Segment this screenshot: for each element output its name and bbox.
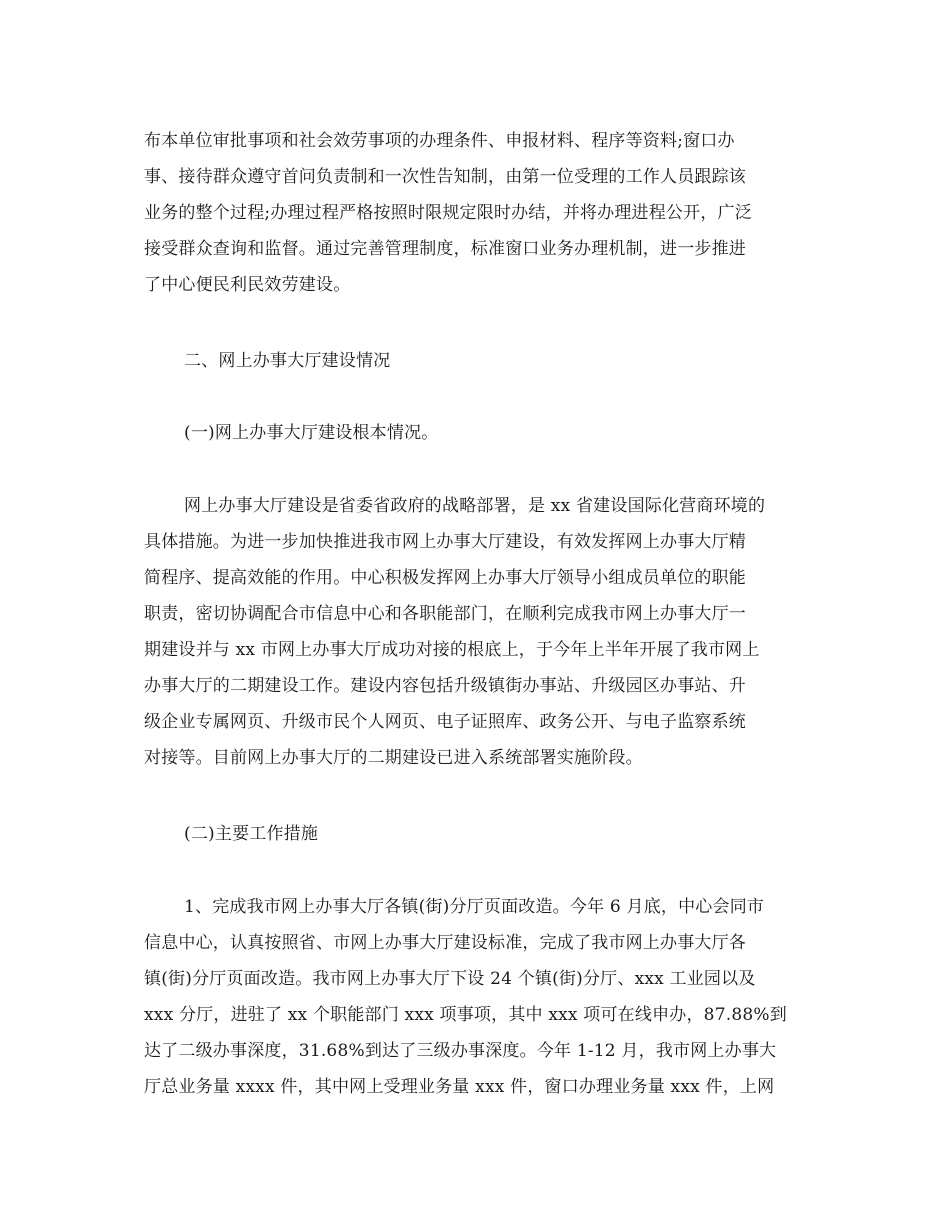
section-heading: 二、网上办事大厅建设情况 [184,351,391,371]
subsection-heading: (一)网上办事大厅建设根本情况。 [184,423,439,443]
body-text-line: 厅总业务量 xxxx 件，其中网上受理业务量 xxx 件，窗口办理业务量 xxx 件，上网 [144,1077,775,1097]
body-text-line: 具体措施。为进一步加快推进我市网上办事大厅建设，有效发挥网上办事大厅精 [144,532,746,552]
body-text-line: 了中心便民利民效劳建设。 [144,275,351,295]
body-text-line: 对接等。目前网上办事大厅的二期建设已进入系统部署实施阶段。 [144,748,643,768]
body-text-line: 事、接待群众遵守首问负责制和一次性告知制，由第一位受理的工作人员跟踪该 [144,167,746,187]
body-text-line: 接受群众查询和监督。通过完善管理制度，标准窗口业务办理机制，进一步推进 [144,239,746,259]
body-text-line: 镇(街)分厅页面改造。我市网上办事大厅下设 24 个镇(街)分厅、xxx 工业园以及 [144,969,756,989]
body-text-line: 信息中心，认真按照省、市网上办事大厅建设标准，完成了我市网上办事大厅各 [144,933,746,953]
subsection-heading: (二)主要工作措施 [184,824,319,844]
body-text-line: 达了二级办事深度，31.68%到达了三级办事深度。今年 1-12 月，我市网上办事大 [144,1041,777,1061]
body-text-line: 布本单位审批事项和社会效劳事项的办理条件、申报材料、程序等资料;窗口办 [144,131,735,151]
body-text-line: 级企业专属网页、升级市民个人网页、电子证照库、政务公开、与电子监察系统 [144,712,746,732]
body-text-line: 业务的整个过程;办理过程严格按照时限规定限时办结，并将办理进程公开，广泛 [144,203,752,223]
body-text-line: 期建设并与 xx 市网上办事大厅成功对接的根底上，于今年上半年开展了我市网上 [144,640,760,660]
body-text-line: xxx 分厅，进驻了 xx 个职能部门 xxx 项事项，其中 xxx 项可在线申办，87.88%到 [144,1005,787,1025]
body-text-line: 简程序、提高效能的作用。中心积极发挥网上办事大厅领导小组成员单位的职能 [144,568,746,588]
body-text-line: 网上办事大厅建设是省委省政府的战略部署，是 xx 省建设国际化营商环境的 [184,496,766,516]
body-text-line: 办事大厅的二期建设工作。建设内容包括升级镇街办事站、升级园区办事站、升 [144,676,746,696]
body-text-line: 1、完成我市网上办事大厅各镇(街)分厅页面改造。今年 6 月底，中心会同市 [184,897,765,917]
body-text-line: 职责，密切协调配合市信息中心和各职能部门，在顺利完成我市网上办事大厅一 [144,604,746,624]
